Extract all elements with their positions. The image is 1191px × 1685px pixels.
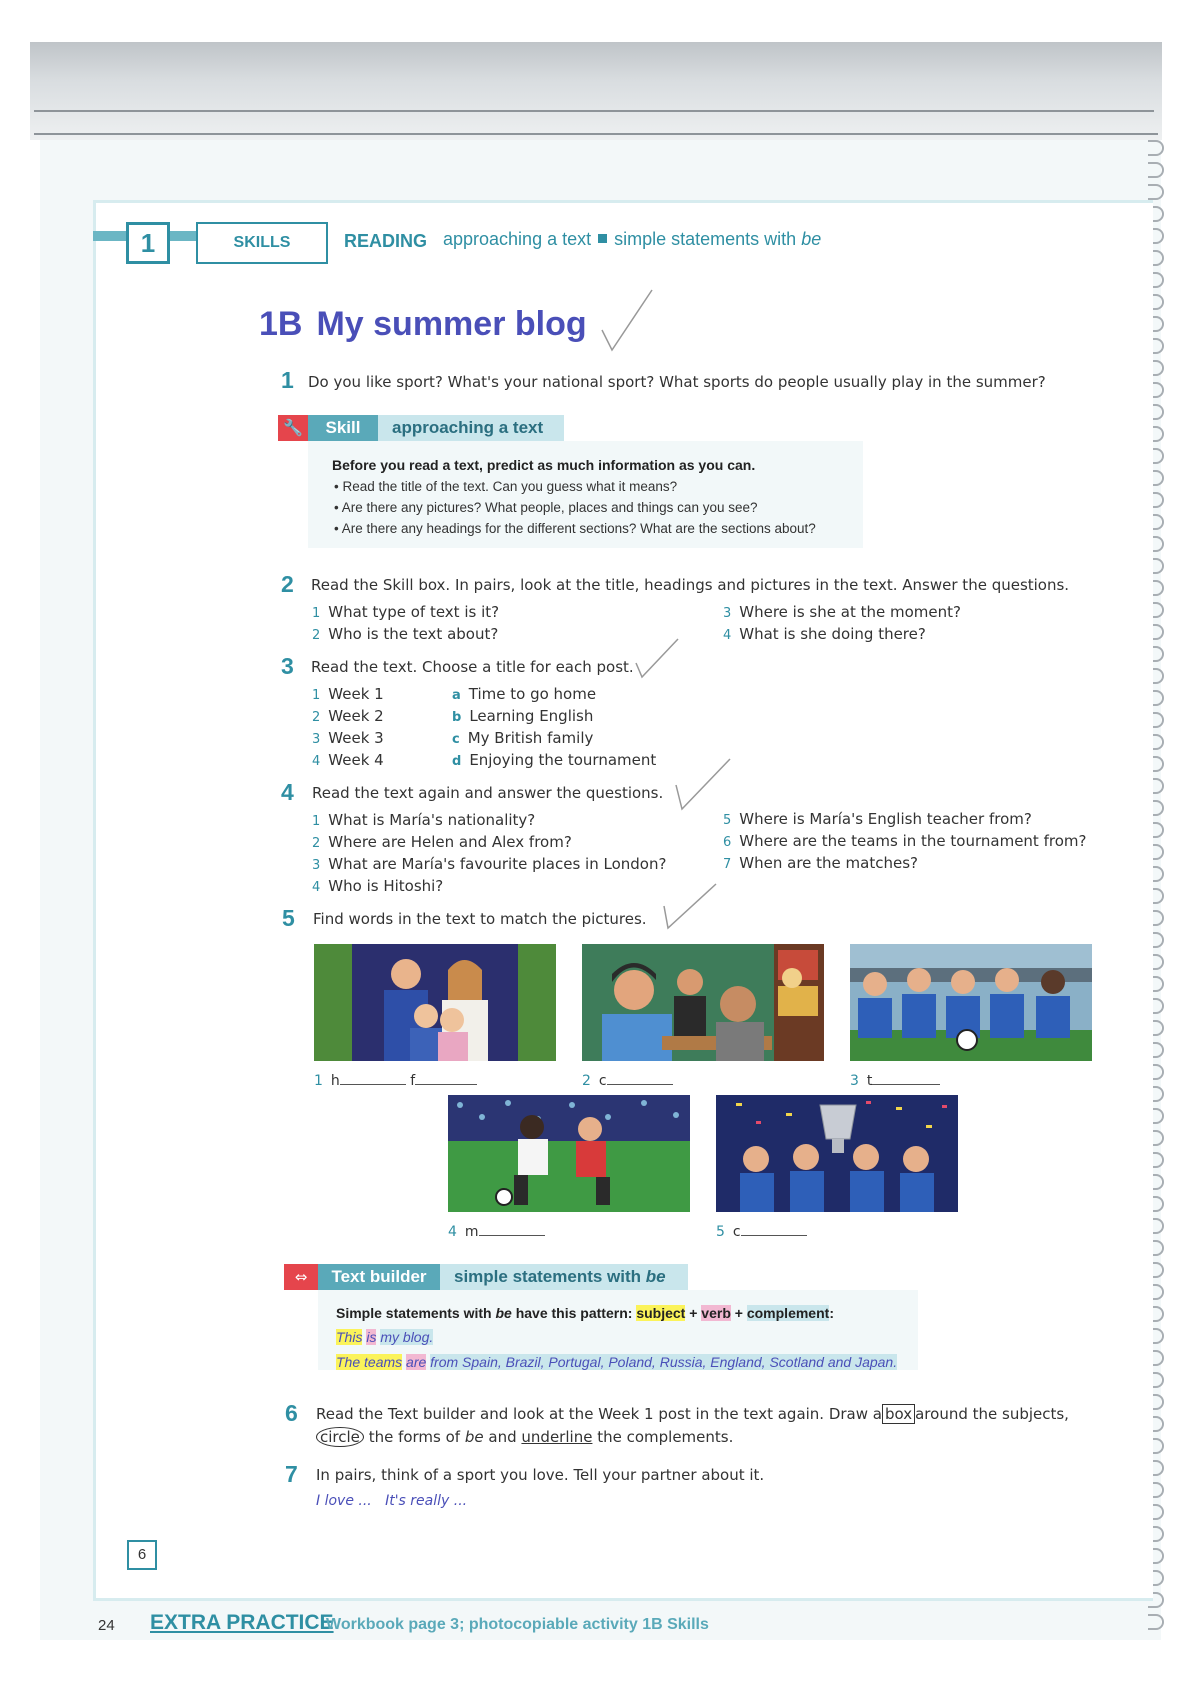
exercise-5-number: 5 xyxy=(282,905,295,931)
pattern-line: Simple statements with be have this pattern: subject + verb + complement: xyxy=(336,1305,834,1321)
underlined-word: underline xyxy=(521,1428,593,1446)
picture-3-caption: 3 t xyxy=(850,1072,940,1089)
student-page-number: 6 xyxy=(127,1540,157,1570)
picture-2-caption: 2 c xyxy=(582,1072,673,1089)
skill-bullet: • Read the title of the text. Can you guess what it means? xyxy=(334,479,678,494)
skills-tab: SKILLS xyxy=(196,222,328,264)
exercise-1-number: 1 xyxy=(281,367,294,393)
exercise-3-number: 3 xyxy=(281,653,294,679)
exercise-2-question: 3 Where is she at the moment? xyxy=(723,603,961,621)
topic-2-em: be xyxy=(801,229,822,249)
family-illustration xyxy=(314,944,556,1061)
complement-tag: complement xyxy=(746,1305,830,1321)
square-bullet-icon xyxy=(598,234,607,243)
student-page-frame xyxy=(93,200,1153,1601)
week-item: 1 Week 1 xyxy=(312,685,384,703)
exercise-2-question: 2 Who is the text about? xyxy=(312,625,499,643)
exercise-2-number: 2 xyxy=(281,571,294,597)
match-picture xyxy=(448,1095,690,1212)
celebration-illustration xyxy=(716,1095,958,1212)
exercise-3-text: Read the text. Choose a title for each post. xyxy=(311,658,634,676)
exercise-4-question: 7 When are the matches? xyxy=(723,854,918,872)
exercise-2-question: 4 What is she doing there? xyxy=(723,625,926,643)
extra-practice-text: Workbook page 3; photocopiable activity 1B Skills xyxy=(326,1616,709,1633)
classroom-picture xyxy=(582,944,824,1061)
exercise-4-question: 3 What are María's favourite places in London? xyxy=(312,855,667,873)
binding-ring xyxy=(1148,184,1164,200)
exercise-4-number: 4 xyxy=(281,779,294,805)
exercise-4-question: 6 Where are the teams in the tournament from? xyxy=(723,832,1087,850)
wrench-icon: 🔧 xyxy=(278,415,308,441)
skill-bullet: • Are there any headings for the different sections? What are the sections about? xyxy=(334,521,816,536)
teacher-page-number: 24 xyxy=(98,1617,115,1634)
paper-edge xyxy=(30,42,1162,140)
arrows-icon: ⇔ xyxy=(284,1264,318,1290)
exercise-5-text: Find words in the text to match the pictures. xyxy=(313,910,647,928)
unit-number: 1 xyxy=(126,222,170,264)
exercise-6-line-2: circle the forms of be and underline the complements. xyxy=(316,1428,733,1446)
team-illustration xyxy=(850,944,1092,1061)
lesson-code: 1B xyxy=(259,305,303,343)
header-topics xyxy=(443,229,821,250)
classroom-illustration xyxy=(582,944,824,1061)
boxed-word: box xyxy=(882,1404,915,1424)
exercise-2-text: Read the Skill box. In pairs, look at the title, headings and pictures in the text. Answer the questions. xyxy=(311,576,1070,594)
week-item: 3 Week 3 xyxy=(312,729,384,747)
pencil-check-mark xyxy=(672,755,734,813)
title-option: c My British family xyxy=(452,729,594,747)
picture-1-caption: 1 h f xyxy=(314,1072,477,1089)
title-option: b Learning English xyxy=(452,707,594,725)
paper-fold-line xyxy=(34,133,1158,135)
topic-2: simple statements with xyxy=(614,229,797,249)
verb-tag: verb xyxy=(701,1305,731,1321)
section-label: READING xyxy=(344,231,428,251)
circled-word: circle xyxy=(316,1427,364,1447)
binding-ring xyxy=(1148,1614,1164,1630)
exercise-6-line-1: Read the Text builder and look at the Week 1 post in the text again. Draw a box around the subjects, xyxy=(316,1405,1069,1423)
exercise-7-number: 7 xyxy=(285,1461,298,1487)
subject-tag: subject xyxy=(636,1305,686,1321)
skill-bullet: • Are there any pictures? What people, places and things can you see? xyxy=(334,500,758,515)
pencil-check-mark xyxy=(632,635,682,680)
match-illustration xyxy=(448,1095,690,1212)
celebration-picture xyxy=(716,1095,958,1212)
exercise-7-text: In pairs, think of a sport you love. Tell your partner about it. xyxy=(316,1466,765,1484)
example-sentence-1: This is my blog. xyxy=(336,1329,434,1345)
binding-ring xyxy=(1148,162,1164,178)
exercise-2-question: 1 What type of text is it? xyxy=(312,603,500,621)
team-picture xyxy=(850,944,1092,1061)
paper-fold-line xyxy=(34,110,1154,112)
exercise-4-question: 4 Who is Hitoshi? xyxy=(312,877,444,895)
title-option: d Enjoying the tournament xyxy=(452,751,657,769)
title-option: a Time to go home xyxy=(452,685,597,703)
family-picture xyxy=(314,944,556,1061)
lesson-title: My summer blog xyxy=(316,305,587,343)
example-sentence-2: The teams are from Spain, Brazil, Portugal, Poland, Russia, England, Scotland and Japan. xyxy=(336,1354,898,1370)
exercise-4-question: 5 Where is María's English teacher from? xyxy=(723,810,1032,828)
week-item: 2 Week 2 xyxy=(312,707,384,725)
text-builder-name: simple statements with be xyxy=(440,1264,688,1290)
exercise-7-prompts: I love ... It's really ... xyxy=(316,1493,468,1509)
exercise-4-question: 1 What is María's nationality? xyxy=(312,811,536,829)
skill-lead: Before you read a text, predict as much information as you can. xyxy=(332,457,756,473)
topic-1: approaching a text xyxy=(443,229,592,249)
skill-label: Skill xyxy=(308,415,378,441)
exercise-4-question: 2 Where are Helen and Alex from? xyxy=(312,833,572,851)
exercise-6-number: 6 xyxy=(285,1400,298,1426)
pencil-check-mark xyxy=(598,286,658,356)
week-item: 4 Week 4 xyxy=(312,751,384,769)
text-builder-label: Text builder xyxy=(318,1264,440,1290)
binding-ring xyxy=(1148,140,1164,156)
page-title xyxy=(259,305,587,344)
picture-4-caption: 4 m xyxy=(448,1223,545,1240)
pencil-check-mark xyxy=(660,880,720,932)
skill-name: approaching a text xyxy=(378,415,564,441)
exercise-1-text: Do you like sport? What's your national sport? What sports do people usually play in the summer? xyxy=(308,373,1046,391)
picture-5-caption: 5 c xyxy=(716,1223,807,1240)
extra-practice-heading: EXTRA PRACTICE xyxy=(150,1611,334,1634)
exercise-4-text: Read the text again and answer the questions. xyxy=(312,784,664,802)
